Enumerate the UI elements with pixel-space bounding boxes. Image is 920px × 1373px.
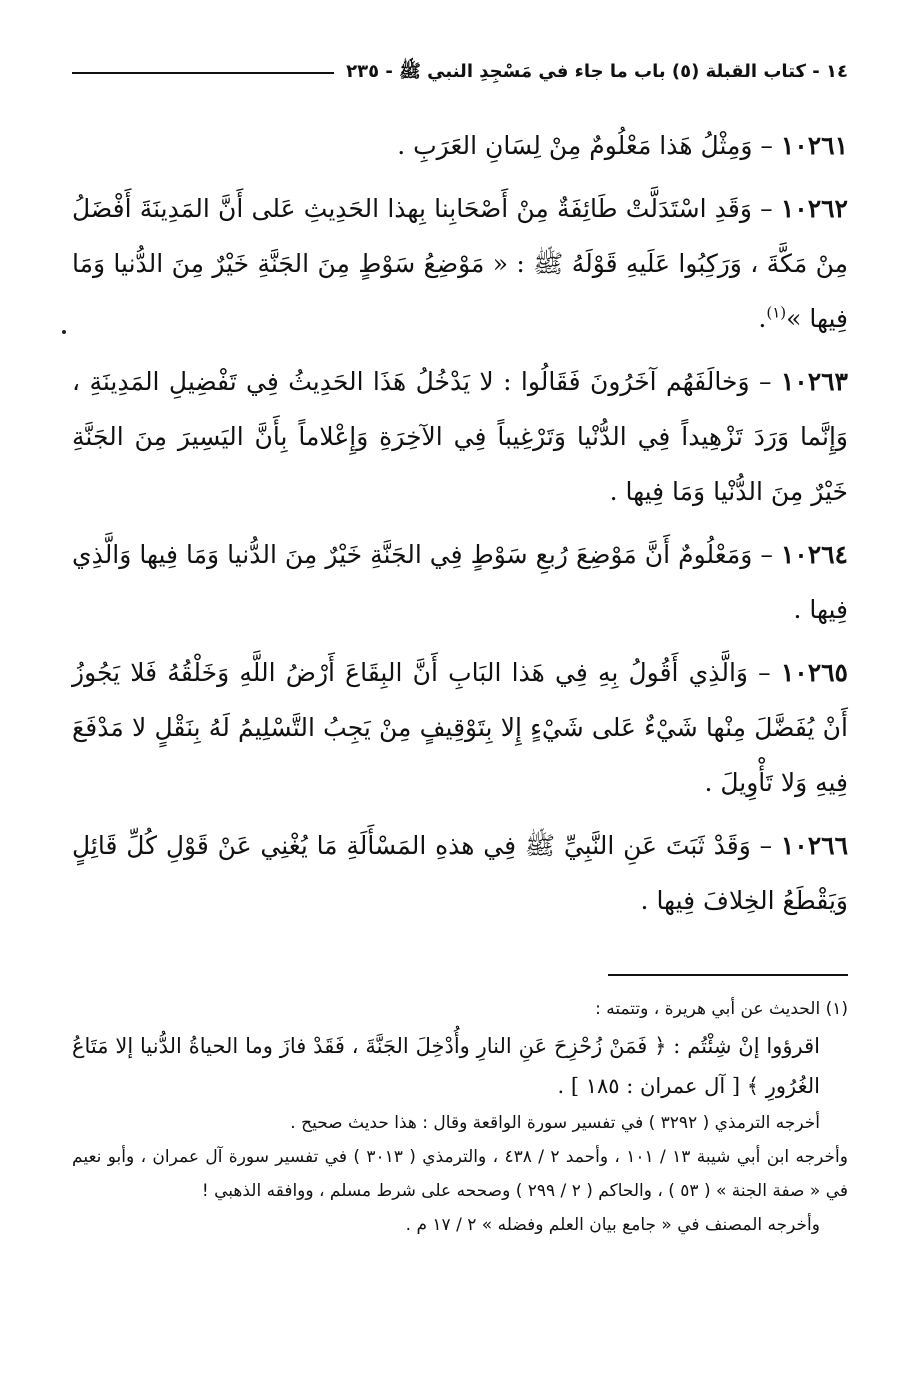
paragraph-10264: ١٠٢٦٤ – وَمَعْلُومٌ أَنَّ مَوْضِعَ رُبعِ سَوْطٍ فِي الجَنَّةِ خَيْرٌ مِنَ الدُّنيا وَمَا فِيها وَالَّذِي فِيها . <box>72 540 848 624</box>
paragraph-10262: ١٠٢٦٢ – وَقَدِ اسْتَدَلَّتْ طَائِفَةٌ مِنْ أَصْحَابِنا بِهذا الحَدِيثِ عَلى أَنَّ المَدِينَةَ أَفْضَلُ مِنْ مَكَّةَ ، وَرَكِبُوا عَلَيهِ قَوْلَهُ ﷺ : « مَوْضِعُ سَوْطٍ مِنَ الجَنَّةِ خَيْرٌ مِنَ الدُّنيا وَمَا فِيها »$^{(١)}$. <box>72 194 848 333</box>
paragraph-tail: . <box>758 304 767 333</box>
paragraph-number: ١٠٢٦٥ <box>780 658 848 687</box>
paragraph-text: وَخالَفَهُم آخَرُونَ فَقَالُوا : لا يَدْخُلُ هَذَا الحَدِيثُ فِي تَفْضِيلِ المَدِينَةِ ، وَإِنَّما وَرَدَ تَزْهِيداً فِي الدُّنْيا وَتَرْغِيباً فِي الآخِرَةِ وَإِعْلاماً بِأَنَّ اليَسِيرَ مِنَ الجَنَّةِ خَيْرٌ مِنَ الدُّنْيا وَمَا فِيها . <box>72 367 848 506</box>
header-rule <box>72 72 334 74</box>
paragraph-text: وَقَدِ اسْتَدَلَّتْ طَائِفَةٌ مِنْ أَصْحَابِنا بِهذا الحَدِيثِ عَلى أَنَّ المَدِينَةَ أَفْضَلُ مِنْ مَكَّةَ ، وَرَكِبُوا عَلَيهِ قَوْلَهُ ﷺ : « مَوْضِعُ سَوْطٍ مِنَ الجَنَّةِ خَيْرٌ مِنَ الدُّنيا وَمَا فِيها » <box>72 194 848 333</box>
paragraph-10266: ١٠٢٦٦ – وَقَدْ ثَبَتَ عَنِ النَّبِيِّ ﷺ فِي هذهِ المَسْأَلَةِ مَا يُغْنِي عَنْ قَوْلِ كُلِّ قَائِلٍ وَيَقْطَعُ الخِلافَ فِيها . <box>72 831 848 915</box>
paragraph-10261: ١٠٢٦١ – وَمِثْلُ هَذا مَعْلُومٌ مِنْ لِسَانِ العَرَبِ . <box>397 131 848 160</box>
paragraph-number: ١٠٢٦٦ <box>780 831 848 860</box>
running-header <box>72 58 848 88</box>
footnote-intro: (١) الحديث عن أبي هريرة ، وتتمته : <box>595 999 848 1019</box>
paragraph-10263: ١٠٢٦٣ – وَخالَفَهُم آخَرُونَ فَقَالُوا : لا يَدْخُلُ هَذَا الحَدِيثُ فِي تَفْضِيلِ المَدِينَةِ ، وَإِنَّما وَرَدَ تَزْهِيداً فِي الدُّنْيا وَتَرْغِيباً فِي الآخِرَةِ وَإِعْلاماً بِأَنَّ اليَسِيرَ مِنَ الجَنَّةِ خَيْرٌ مِنَ الدُّنْيا وَمَا فِيها . <box>72 367 848 506</box>
paragraph-text: وَقَدْ ثَبَتَ عَنِ النَّبِيِّ ﷺ فِي هذهِ المَسْأَلَةِ مَا يُغْنِي عَنْ قَوْلِ كُلِّ قَائِلٍ وَيَقْطَعُ الخِلافَ فِيها . <box>72 831 848 915</box>
main-text <box>72 118 848 936</box>
paragraph-number: ١٠٢٦٢ <box>780 194 848 223</box>
footnote-reference[interactable]: (١) <box>766 303 787 322</box>
paragraph-text: وَالَّذِي أَقُولُ بِهِ فِي هَذا البَابِ أَنَّ البِقَاعَ أَرْضُ اللَّهِ وَخَلْقُهُ فَلا يَجُوزُ أَنْ يُفَضَّلَ مِنْها شَيْءٌ عَلى شَيْءٍ إِلا بِتَوْقِيفٍ مِنْ يَجِبُ التَّسْلِيمُ لَهُ بِنَقْلٍ لا مَدْفَعَ فِيهِ وَلا تَأْوِيلَ . <box>72 658 848 797</box>
footnote-quote: اقرؤوا إنْ شِئْتُم : ﴿ فَمَنْ زُحْزِحَ عَنِ النارِ وأُدْخِلَ الجَنَّةَ ، فَقَدْ فازَ وما الحياةُ الدُّنيا إلا مَتَاعُ الغُرُورِ ﴾ [ آل عمران : ١٨٥ ] . <box>72 1034 820 1098</box>
paragraph-text: وَمِثْلُ هَذا مَعْلُومٌ مِنْ لِسَانِ العَرَبِ . <box>397 131 753 160</box>
footnotes <box>72 992 848 1242</box>
footnote-line: وأخرجه ابن أبي شيبة ١٣ / ١٠١ ، وأحمد ٢ / ٤٣٨ ، والترمذي ( ٣٠١٣ ) في تفسير سورة آل عمران ، وأبو نعيم في « صفة الجنة » ( ٥٣ ) ، والحاكم ( ٢ / ٢٩٩ ) وصححه على شرط مسلم ، ووافقه الذهبي ! <box>72 1147 848 1201</box>
footnote-line: وأخرجه المصنف في « جامع بيان العلم وفضله » ٢ / ١٧ م . <box>405 1215 820 1235</box>
paragraph-10265: ١٠٢٦٥ – وَالَّذِي أَقُولُ بِهِ فِي هَذا البَابِ أَنَّ البِقَاعَ أَرْضُ اللَّهِ وَخَلْقُهُ فَلا يَجُوزُ أَنْ يُفَضَّلَ مِنْها شَيْءٌ عَلى شَيْءٍ إِلا بِتَوْقِيفٍ مِنْ يَجِبُ التَّسْلِيمُ لَهُ بِنَقْلٍ لا مَدْفَعَ فِيهِ وَلا تَأْوِيلَ . <box>72 658 848 797</box>
paragraph-number: ١٠٢٦١ <box>780 131 848 160</box>
paragraph-number: ١٠٢٦٤ <box>780 540 848 569</box>
running-title: ١٤ - كتاب القبلة (٥) باب ما جاء في مَسْجِدِ النبي ﷺ - ٢٣٥ <box>346 61 848 82</box>
footnote-rule <box>608 974 848 976</box>
margin-dot <box>62 330 66 334</box>
footnote-line: أخرجه الترمذي ( ٣٢٩٢ ) في تفسير سورة الواقعة وقال : هذا حديث صحيح . <box>290 1113 820 1133</box>
paragraph-number: ١٠٢٦٣ <box>780 367 848 396</box>
paragraph-text: وَمَعْلُومٌ أَنَّ مَوْضِعَ رُبعِ سَوْطٍ فِي الجَنَّةِ خَيْرٌ مِنَ الدُّنيا وَمَا فِيها وَالَّذِي فِيها . <box>72 540 848 624</box>
